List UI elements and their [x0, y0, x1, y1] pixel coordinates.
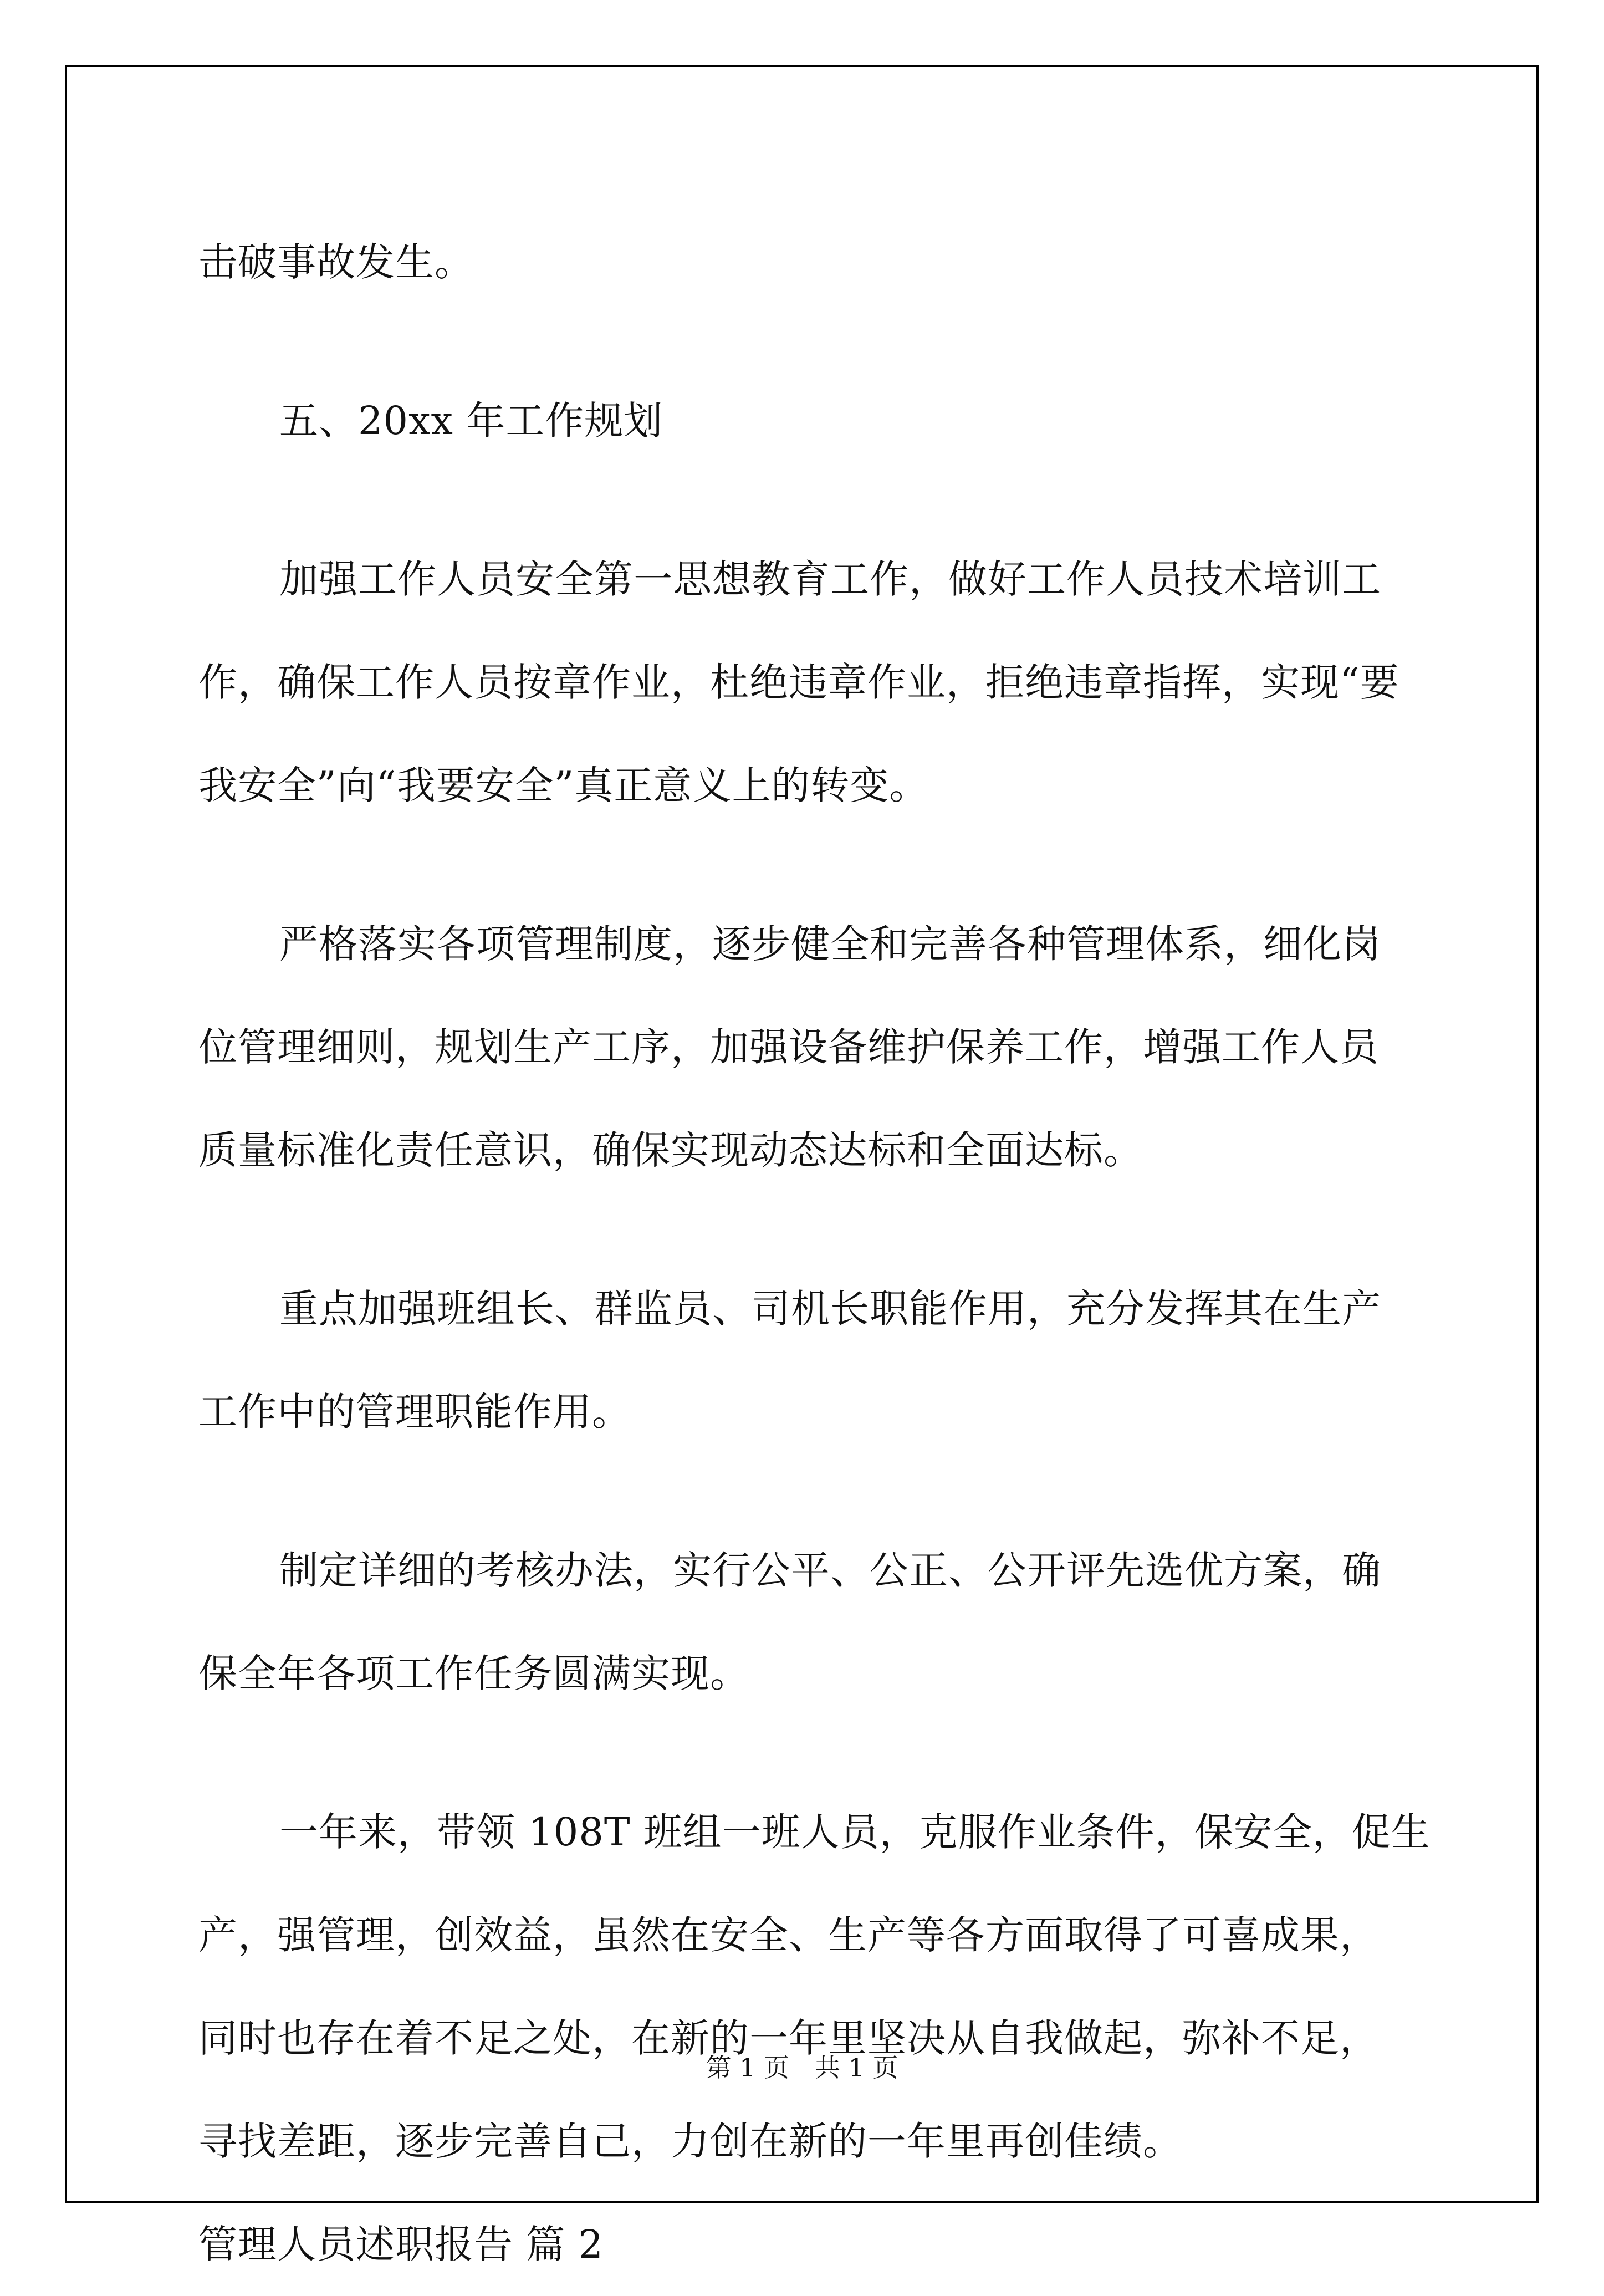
paragraph-line: 质量标准化责任意识，确保实现动态达标和全面达标。 [198, 1127, 1143, 1173]
paragraph-line: 保全年各项工作任务圆满实现。 [198, 1651, 749, 1696]
paragraph-line: 制定详细的考核办法，实行公平、公正、公开评先选优方案，确 [279, 1548, 1381, 1593]
paragraph-line: 寻找差距，逐步完善自己，力创在新的一年里再创佳绩。 [198, 2119, 1182, 2164]
paragraph-line: 加强工作人员安全第一思想教育工作，做好工作人员技术培训工 [279, 557, 1381, 602]
paragraph-line: 严格落实各项管理制度，逐步健全和完善各种管理体系，细化岗 [279, 921, 1381, 967]
page-footer: 第 1 页 共 1 页 [706, 2053, 898, 2083]
paragraph-line: 作，确保工作人员按章作业，杜绝违章作业，拒绝违章指挥，实现“要 [198, 660, 1399, 705]
paragraph-line: 我安全”向“我要安全”真正意义上的转变。 [198, 763, 929, 808]
paragraph-line: 工作中的管理职能作用。 [198, 1389, 631, 1435]
paragraph-line: 产，强管理，创效益，虽然在安全、生产等各方面取得了可喜成果， [198, 1912, 1379, 1958]
paragraph-line: 位管理细则，规划生产工序，加强设备维护保养工作，增强工作人员 [198, 1024, 1379, 1070]
paragraph-line: 击破事故发生。 [198, 239, 474, 285]
document-body [198, 211, 1431, 2296]
report-title: 管理人员述职报告 篇 2 [198, 2222, 604, 2267]
paragraph-line: 一年来，带领 108T 班组一班人员，克服作业条件，保安全，促生 [279, 1809, 1431, 1855]
paragraph-line: 同时也存在着不足之处，在新的一年里坚决从自我做起，弥补不足， [198, 2016, 1379, 2061]
paragraph-line: 重点加强班组长、群监员、司机长职能作用，充分发挥其在生产 [279, 1286, 1381, 1331]
section-heading: 五、20xx 年工作规划 [279, 398, 663, 443]
